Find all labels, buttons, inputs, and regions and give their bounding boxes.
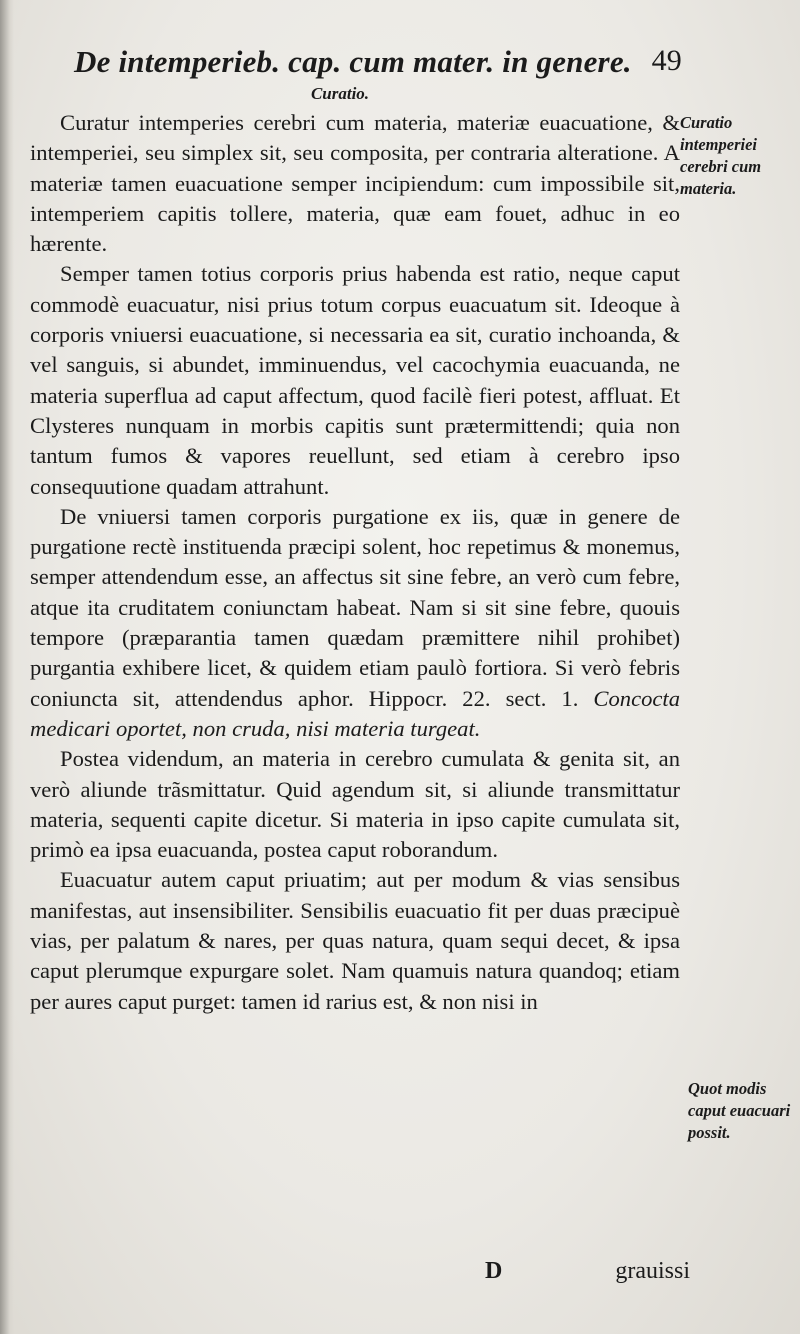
running-title: De intemperieb. cap. cum mater. in genere. (74, 44, 632, 79)
catchword: grauissi (615, 1258, 690, 1284)
paragraph-1: Curatur intemperies cerebri cum materia, materiæ euacuatione, & intemperiei, seu simplex sit, seu composita, per contraria alteratione. A materiæ tamen euacuatione semper incipiendum: cum impossibile sit, intemperiem capitis tollere, materia, quæ eam fouet, adhuc in eo hærente. (30, 110, 680, 257)
margin-note-quot-modis: Quot modis caput euacuari possit. (688, 1079, 791, 1142)
gutter-shadow (0, 0, 14, 1334)
paragraph-2: Semper tamen totius corporis prius habenda est ratio, neque caput commodè euacuatur, nisi prius totum corpus euacuatum sit. Ideoque à corporis vniuersi euacuatione, si necessaria ea sit, curatio inchoanda, & vel sanguis, si abundet, imminuendus, vel cacochymia euacuanda, ne materia superflua ad caput affectum, quod facilè fieri potest, affluat. Et Clysteres nunquam in morbis capitis sunt prætermittendi; quia non tantum fumos & vapores reuellunt, sed etiam à cerebro ipso consequutione quadam attrahunt. (30, 261, 680, 499)
running-header (74, 44, 682, 80)
page-number: 49 (651, 44, 682, 77)
paragraph-4: Postea videndum, an materia in cerebro cumulata & genita sit, an verò aliunde trãsmittatur. Quid agendum sit, si aliunde transmittatur materia, sequenti capite dicetur. Si materia in ipso capite cumulata sit, primò ea ipsa euacuanda, postea caput roborandum. (30, 746, 680, 863)
signature-mark: D (485, 1258, 503, 1284)
section-subheading: Curatio. (310, 84, 370, 103)
aphorism-quote: Concocta medicari oportet, non cruda, nisi materia turgeat. (30, 685, 680, 741)
paragraph-3 (30, 502, 680, 744)
main-text (30, 108, 680, 1017)
margin-note-curatio: Curatio intemperiei cerebri cum materia. (680, 113, 762, 198)
paragraph-3-text: De vniuersi tamen corporis purgatione ex iis, quæ in genere de purgatione rectè instituenda præcipi solent, hoc repetimus & monemus, semper attendendum esse, an affectus sit sine febre, an verò cum febre, atque ita cruditatem coniunctam habeat. Nam si sit sine febre, quouis tempore (præparantia tamen quædam præmittere nihil prohibet) purgantia exhibere licet, & quidem etiam paulò fortiora. Si verò febris coniuncta sit, attendendus aphor. Hippocr. 22. sect. 1. (30, 503, 680, 711)
paragraph-5: Euacuatur autem caput priuatim; aut per modum & vias sensibus manifestas, aut insensibiliter. Sensibilis euacuatio fit per duas præcipuè vias, per palatum & nares, per quas natura, quam sequi decet, & ipsa caput plerumque expurgare solet. Nam quamuis natura quandoq; etiam per aures caput purget: tamen id rarius est, & non nisi in (30, 867, 680, 1014)
